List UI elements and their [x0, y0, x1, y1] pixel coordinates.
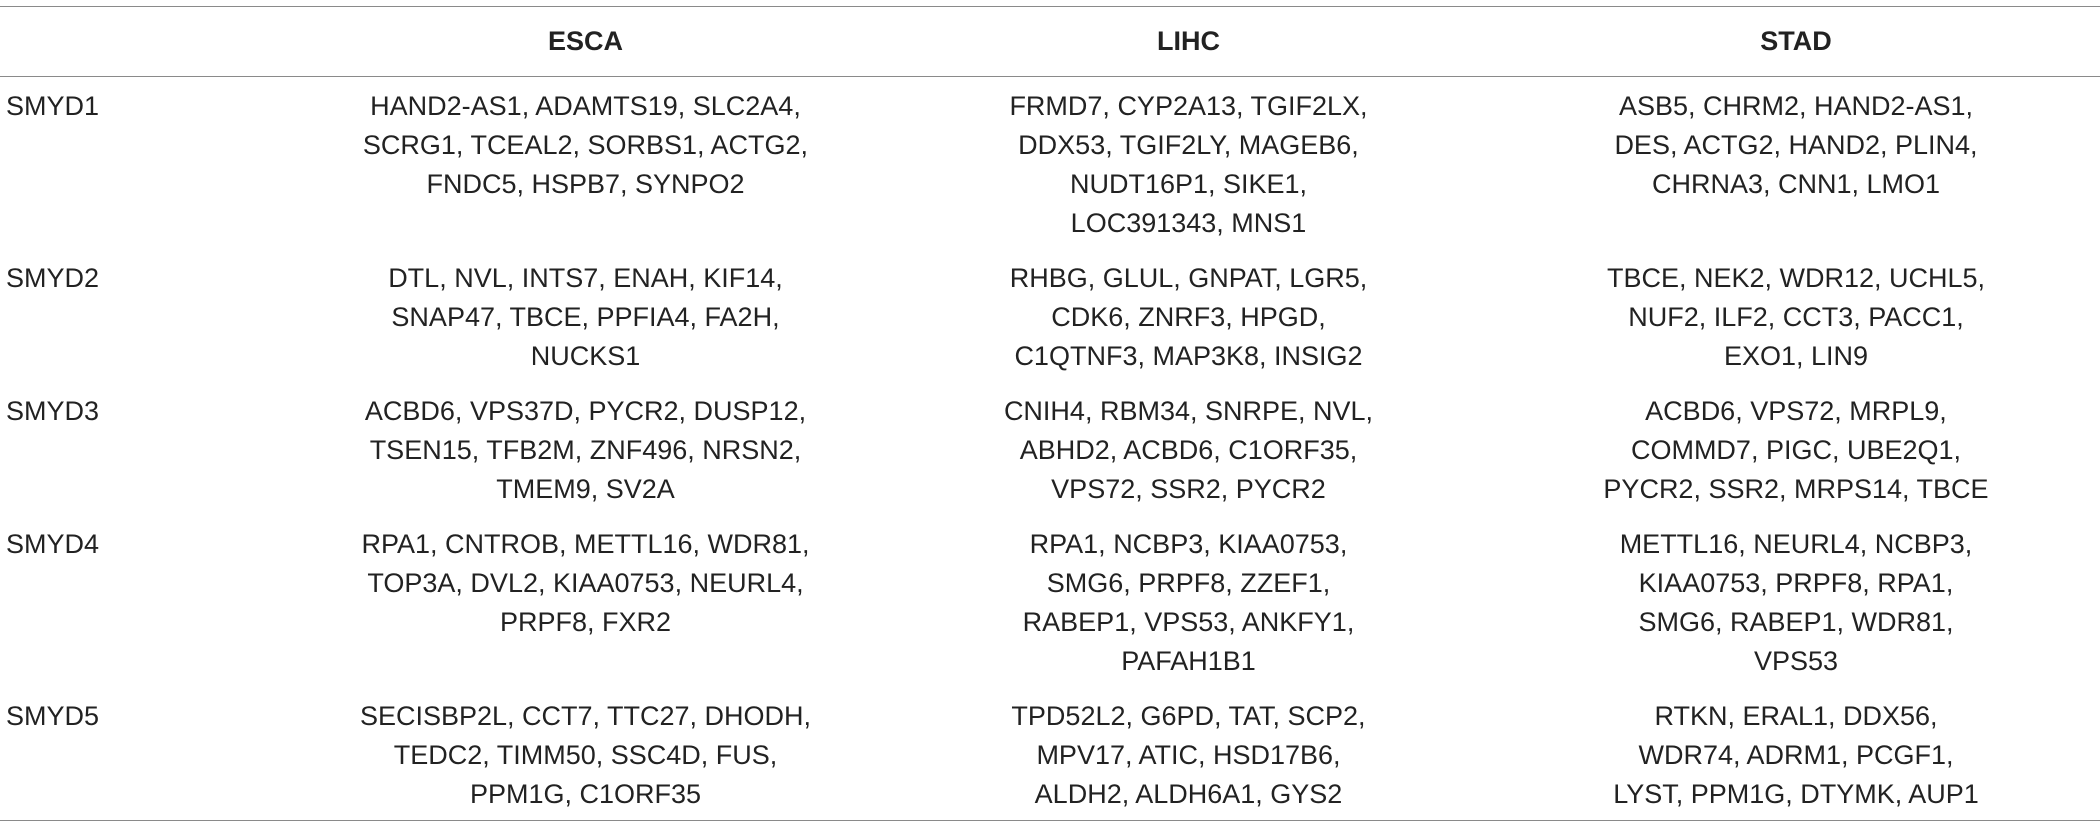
gene-list-line: DTL, NVL, INTS7, ENAH, KIF14, [388, 263, 783, 293]
gene-list-line: WDR74, ADRM1, PCGF1, [1638, 740, 1954, 770]
gene-list-line: TBCE, NEK2, WDR12, UCHL5, [1606, 263, 1986, 293]
gene-cell-stad [1492, 687, 2100, 821]
table-header [0, 7, 2100, 77]
gene-list-line: SMG6, PRPF8, ZZEF1, [1046, 568, 1331, 598]
gene-list-line: EXO1, LIN9 [1723, 341, 1869, 371]
gene-table-container [0, 6, 2100, 815]
gene-list-line: NUDT16P1, SIKE1, [1069, 169, 1308, 199]
gene-list-line: SECISBP2L, CCT7, TTC27, DHODH, [359, 701, 812, 731]
gene-list-line: NUCKS1 [530, 341, 641, 371]
row-label: SMYD4 [6, 529, 100, 559]
gene-cell-stad [1492, 249, 2100, 382]
gene-cell-esca [286, 249, 885, 382]
gene-cell-lihc [885, 515, 1492, 687]
gene-cell-stad [1492, 515, 2100, 687]
gene-list-line: CNIH4, RBM34, SNRPE, NVL, [1003, 396, 1374, 426]
gene-list-line: FNDC5, HSPB7, SYNPO2 [426, 169, 745, 199]
gene-cell-lihc [885, 249, 1492, 382]
gene-list-line: NUF2, ILF2, CCT3, PACC1, [1628, 302, 1964, 332]
row-label: SMYD1 [6, 91, 100, 121]
gene-list-line: COMMD7, PIGC, UBE2Q1, [1630, 435, 1962, 465]
table-row [0, 382, 2100, 515]
gene-list-line: MPV17, ATIC, HSD17B6, [1036, 740, 1341, 770]
gene-cell-esca [286, 77, 885, 250]
table-row [0, 515, 2100, 687]
gene-list-line: ABHD2, ACBD6, C1ORF35, [1019, 435, 1358, 465]
gene-list-line: SMG6, RABEP1, WDR81, [1638, 607, 1954, 637]
gene-list-line: DES, ACTG2, HAND2, PLIN4, [1614, 130, 1978, 160]
gene-list-line: LYST, PPM1G, DTYMK, AUP1 [1613, 779, 1979, 809]
gene-list-line: ACBD6, VPS37D, PYCR2, DUSP12, [364, 396, 807, 426]
row-label: SMYD5 [6, 701, 100, 731]
gene-list-line: RHBG, GLUL, GNPAT, LGR5, [1009, 263, 1368, 293]
gene-list-line: PRPF8, FXR2 [499, 607, 672, 637]
gene-list-line: METTL16, NEURL4, NCBP3, [1619, 529, 1973, 559]
table-row [0, 77, 2100, 250]
header-cell-stad: STAD [1760, 26, 1832, 56]
gene-list-line: TPD52L2, G6PD, TAT, SCP2, [1011, 701, 1366, 731]
gene-list-line: TEDC2, TIMM50, SSC4D, FUS, [393, 740, 778, 770]
gene-list-line: DDX53, TGIF2LY, MAGEB6, [1018, 130, 1359, 160]
gene-list-line: KIAA0753, PRPF8, RPA1, [1638, 568, 1954, 598]
header-cell-esca: ESCA [547, 26, 623, 56]
gene-cell-lihc [885, 382, 1492, 515]
gene-list-line: ACBD6, VPS72, MRPL9, [1645, 396, 1947, 426]
gene-list-line: RPA1, NCBP3, KIAA0753, [1029, 529, 1348, 559]
table-row [0, 249, 2100, 382]
table-row [0, 687, 2100, 821]
gene-list-line: HAND2-AS1, ADAMTS19, SLC2A4, [370, 91, 801, 121]
gene-list-line: TMEM9, SV2A [496, 474, 675, 504]
gene-list-line: C1QTNF3, MAP3K8, INSIG2 [1014, 341, 1363, 371]
row-label: SMYD3 [6, 396, 100, 426]
gene-list-line: PPM1G, C1ORF35 [469, 779, 702, 809]
gene-list-line: SCRG1, TCEAL2, SORBS1, ACTG2, [362, 130, 809, 160]
gene-list-line: ASB5, CHRM2, HAND2-AS1, [1618, 91, 1974, 121]
gene-list-line: PAFAH1B1 [1121, 646, 1256, 676]
gene-list-line: RABEP1, VPS53, ANKFY1, [1022, 607, 1355, 637]
gene-cell-lihc [885, 77, 1492, 250]
gene-list-line: VPS53 [1753, 646, 1839, 676]
gene-correlation-table [0, 6, 2100, 821]
gene-list-line: VPS72, SSR2, PYCR2 [1051, 474, 1326, 504]
gene-list-line: CDK6, ZNRF3, HPGD, [1051, 302, 1326, 332]
gene-cell-lihc [885, 687, 1492, 821]
row-label: SMYD2 [6, 263, 100, 293]
gene-list-line: PYCR2, SSR2, MRPS14, TBCE [1603, 474, 1989, 504]
header-cell-lihc: LIHC [1157, 26, 1220, 56]
gene-list-line: CHRNA3, CNN1, LMO1 [1651, 169, 1941, 199]
gene-list-line: FRMD7, CYP2A13, TGIF2LX, [1009, 91, 1368, 121]
gene-cell-esca [286, 382, 885, 515]
gene-list-line: TOP3A, DVL2, KIAA0753, NEURL4, [367, 568, 804, 598]
header-cell-empty [0, 7, 286, 77]
header-row [0, 7, 2100, 77]
gene-cell-stad [1492, 77, 2100, 250]
gene-list-line: RTKN, ERAL1, DDX56, [1654, 701, 1938, 731]
gene-cell-esca [286, 687, 885, 821]
gene-list-line: TSEN15, TFB2M, ZNF496, NRSN2, [369, 435, 802, 465]
gene-list-line: SNAP47, TBCE, PPFIA4, FA2H, [391, 302, 780, 332]
gene-list-line: LOC391343, MNS1 [1070, 208, 1307, 238]
gene-list-line: RPA1, CNTROB, METTL16, WDR81, [361, 529, 810, 559]
gene-cell-esca [286, 515, 885, 687]
table-body [0, 77, 2100, 821]
gene-list-line: ALDH2, ALDH6A1, GYS2 [1034, 779, 1343, 809]
gene-cell-stad [1492, 382, 2100, 515]
